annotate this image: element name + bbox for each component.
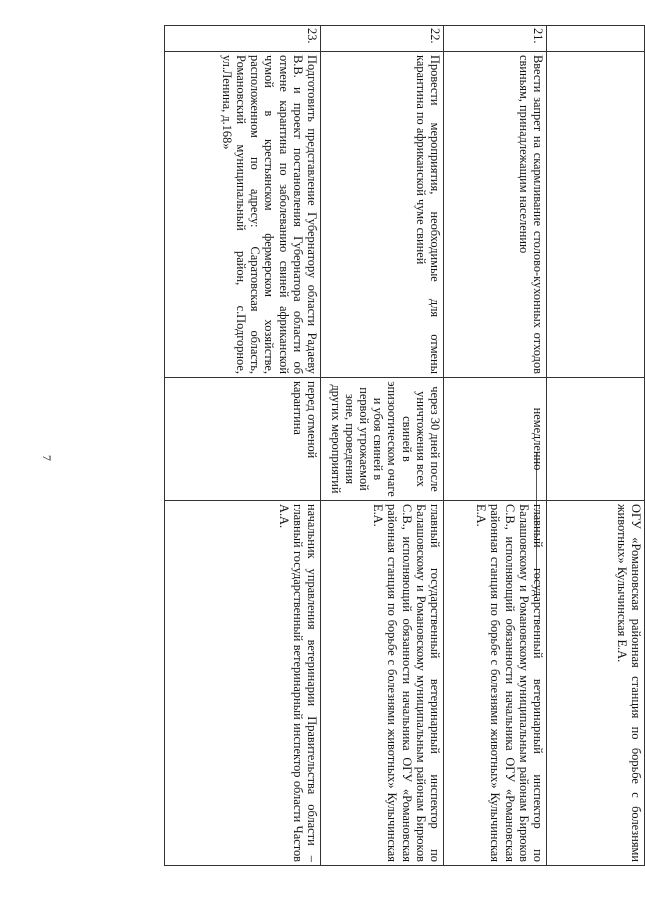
page-number: 7 xyxy=(40,455,54,461)
row-task: Провести мероприятия, необходимые для отмены карантина по африканской чуме свиней xyxy=(321,52,444,378)
row-task: Ввести запрет на скармливание столово-кухонных отходов свиньям, принадлежащим населению xyxy=(444,52,547,378)
table-row xyxy=(444,26,547,866)
row-responsible: начальник управления ветеринарии Правительства области – главный государственный ветеринарный инспектор области Частов А.А. xyxy=(165,501,321,866)
row-responsible: главный государственный ветеринарный инспектор по Балашовскому и Романовскому муниципальным районам Бирюков С.В., исполняющий обязанности начальника ОГУ «Романовская районная станция по борьбе с болезнями животных» Кулычинская Е.А. xyxy=(321,501,444,866)
row-number: 22. xyxy=(321,26,444,52)
row-term: перед отменой карантина xyxy=(165,378,321,501)
row-responsible: ОГУ «Романовская районная станция по борьбе с болезнями животных» Кулычинская Е.А. xyxy=(547,501,645,866)
row-term: немедленно xyxy=(444,378,547,501)
table-row xyxy=(321,26,444,866)
row-task: Подготовить представление Губернатору области Радаеву В.В. и проект постановления Губернатора области об отмене карантина по заболеванию свиней африканской чумой в крестьянском фермерском хозяйстве, расположенном по адресу: Саратовская область, Романовский муниципальный район, с.Подгорное, ул.Ленина, д.168» xyxy=(165,52,321,378)
row-term: через 30 дней после уничтожения всех свиней в эпизоотическом очаге и убоя свиней в первой угрожаемой зоне, проведения других мероприятий xyxy=(321,378,444,501)
table-row xyxy=(547,26,645,866)
table-row xyxy=(165,26,321,866)
row-term xyxy=(547,378,645,501)
row-number: 21. xyxy=(444,26,547,52)
row-responsible: главный государственный ветеринарный инспектор по Балашовскому и Романовскому муниципальным районам Бирюков С.В., исполняющий обязанности начальника ОГУ «Романовская районная станция по борьбе с болезнями животных» Кулычинская Е.А. xyxy=(444,501,547,866)
measures-table xyxy=(164,25,645,866)
row-task xyxy=(547,52,645,378)
rotated-table-container xyxy=(100,25,645,865)
row-number: 23. xyxy=(165,26,321,52)
row-number xyxy=(547,26,645,52)
